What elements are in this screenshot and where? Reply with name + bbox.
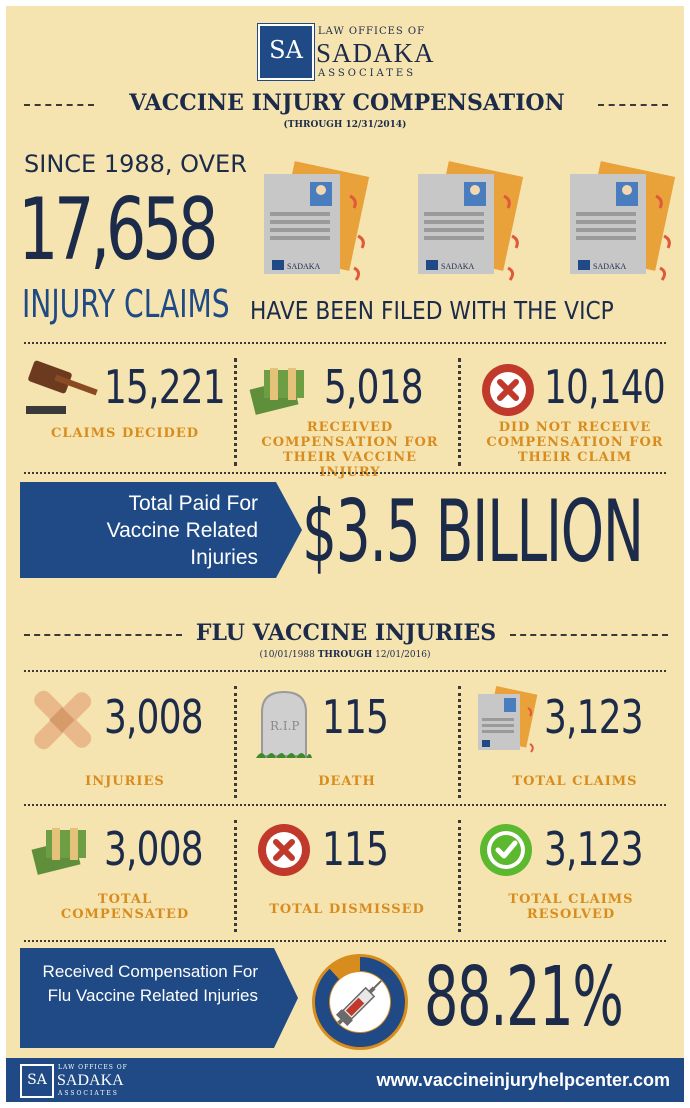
section1-title-row <box>6 88 684 118</box>
footer <box>6 1058 684 1102</box>
stat-total-compensated <box>20 812 230 932</box>
stat-value: 10,140 <box>544 360 665 414</box>
stat-value: 15,221 <box>104 360 225 414</box>
document-logo-text: SADAKA <box>287 262 321 271</box>
document-logo-text: SADAKA <box>441 262 475 271</box>
section2-title-row <box>6 618 684 648</box>
section2-title: FLU VACCINE INJURIES <box>195 620 497 646</box>
footer-url[interactable]: www.vaccineinjuryhelpcenter.com <box>376 1070 670 1090</box>
logo-monogram: SA <box>258 24 314 80</box>
logo-name: SADAKA <box>316 38 435 68</box>
received-value: 88.21% <box>424 950 623 1045</box>
total-paid-value: $3.5 BILLION <box>302 482 643 582</box>
gavel-icon <box>24 360 102 420</box>
stat-death <box>242 678 452 798</box>
stat-no-compensation <box>466 350 678 466</box>
logo-bottom-line: ASSOCIATES <box>318 68 417 79</box>
document-icon <box>404 156 528 292</box>
stat-value: 115 <box>322 690 389 744</box>
tombstone-icon <box>252 686 316 762</box>
stat-label: TOTAL COMPENSATED <box>60 892 190 922</box>
stat-claims-decided <box>20 350 230 466</box>
footer-logo: SA LAW OFFICES OF SADAKA ASSOCIATES <box>20 1064 150 1098</box>
stat-value: 3,008 <box>104 690 203 744</box>
claims-label: INJURY CLAIMS <box>22 282 230 326</box>
rip-text: R.I.P <box>270 719 300 733</box>
x-circle-icon <box>256 822 312 878</box>
filed-text: HAVE BEEN FILED WITH THE VICP <box>250 296 614 325</box>
percentage-donut <box>310 952 410 1052</box>
stat-total-claims <box>466 678 678 798</box>
stat-value: 3,123 <box>544 822 643 876</box>
stat-value: 3,008 <box>104 822 203 876</box>
money-icon <box>248 364 312 416</box>
stat-injuries <box>20 678 230 798</box>
total-paid-banner <box>20 482 276 578</box>
stat-label: DEATH <box>318 774 376 789</box>
claims-number: 17,658 <box>18 180 215 280</box>
document-icon <box>556 156 680 292</box>
stat-label: CLAIMS DECIDED <box>50 426 200 441</box>
total-paid-label: Total Paid For Vaccine Related Injuries <box>106 492 258 569</box>
section1-title: VACCINE INJURY COMPENSATION <box>129 90 565 116</box>
document-logo-text: SADAKA <box>593 262 627 271</box>
stat-label: TOTAL DISMISSED <box>269 902 425 917</box>
received-label: Received Compensation For Flu Vaccine Related Injuries <box>42 962 258 1005</box>
stat-label: DID NOT RECEIVE COMPENSATION FOR THEIR CLAIM <box>486 420 664 465</box>
stat-value: 5,018 <box>324 360 423 414</box>
stat-total-resolved <box>466 812 678 932</box>
infographic <box>6 6 684 1102</box>
stat-value: 3,123 <box>544 690 643 744</box>
stat-value: 115 <box>322 822 389 876</box>
stat-total-dismissed <box>242 812 452 932</box>
document-icon <box>250 156 374 292</box>
x-circle-icon <box>480 362 536 418</box>
document-icon <box>472 684 540 762</box>
section1-subtitle: (THROUGH 12/31/2014) <box>283 120 407 130</box>
stat-received-compensation <box>242 350 452 480</box>
bandage-icon <box>26 684 98 756</box>
logo-top-line: LAW OFFICES OF <box>318 26 426 37</box>
received-banner <box>20 948 274 1048</box>
logo <box>258 24 438 80</box>
stat-label: RECEIVED COMPENSATION FOR THEIR VACCINE INJURY <box>261 420 439 480</box>
stat-label: TOTAL CLAIMS <box>512 774 638 789</box>
money-icon <box>30 824 94 876</box>
stat-label: TOTAL CLAIMS RESOLVED <box>508 892 634 922</box>
stat-label: INJURIES <box>85 774 165 789</box>
since-text: SINCE 1988, OVER <box>24 150 247 178</box>
section2-subtitle: (10/01/1988 THROUGH 12/01/2016) <box>259 650 431 660</box>
check-circle-icon <box>478 822 534 878</box>
